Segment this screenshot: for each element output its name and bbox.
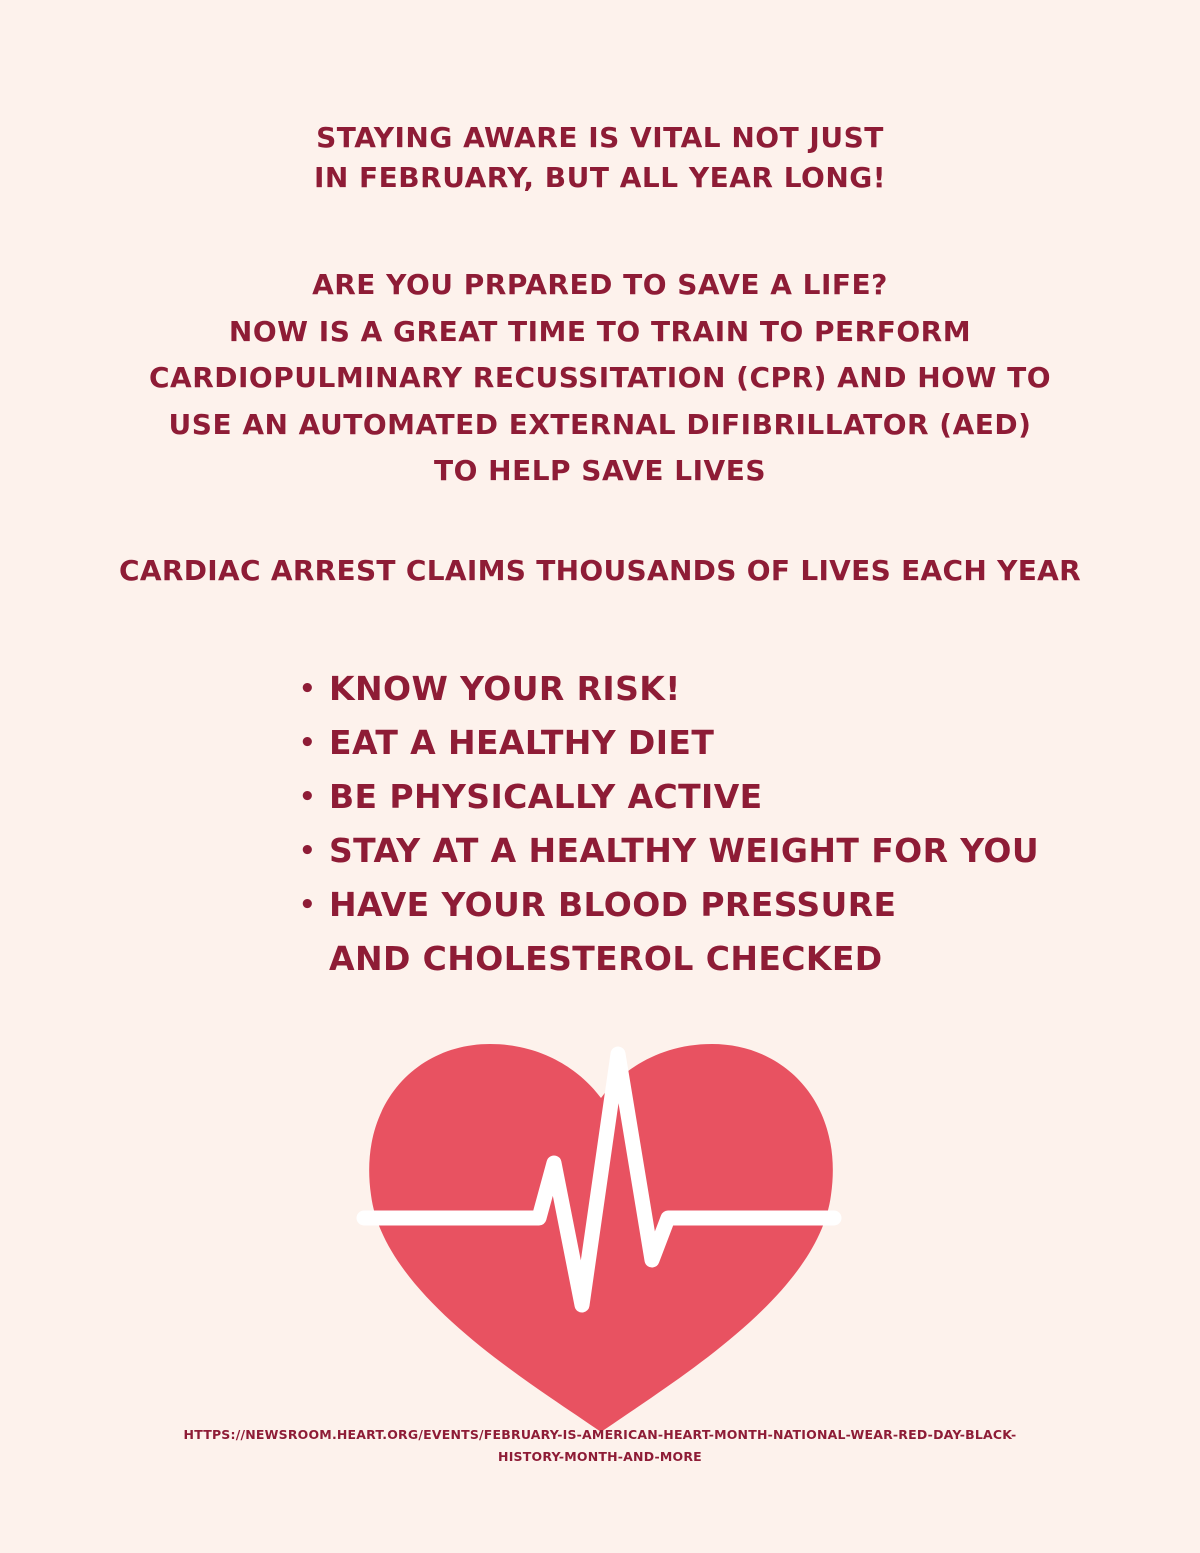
cpr-paragraph: [0, 262, 1200, 495]
cardiac-arrest-statement: [0, 548, 1200, 594]
awareness-heading: [0, 118, 1200, 198]
source-line-2: HISTORY-MONTH-AND-MORE: [498, 1449, 702, 1464]
tip-list-item: [296, 662, 1039, 716]
bullet-icon: •: [299, 836, 317, 866]
tip-list-item: [296, 824, 1039, 878]
heart-health-tips-list: [296, 662, 1039, 986]
awareness-line-1: STAYING AWARE IS VITAL NOT JUST: [316, 121, 884, 154]
heart-shape: [369, 1044, 833, 1432]
bullet-icon: •: [299, 890, 317, 920]
tip-text: BE PHYSICALLY ACTIVE: [329, 777, 763, 816]
tip-list-item: [296, 716, 1039, 770]
cardiac-arrest-text: CARDIAC ARREST CLAIMS THOUSANDS OF LIVES EACH YEAR: [119, 554, 1081, 587]
bullet-icon: •: [299, 782, 317, 812]
bullet-icon: •: [299, 728, 317, 758]
cpr-line-4: USE AN AUTOMATED EXTERNAL DIFIBRILLATOR (AED): [168, 407, 1032, 441]
tip-list-item: [296, 878, 1039, 986]
awareness-line-2: IN FEBRUARY, BUT ALL YEAR LONG!: [313, 161, 887, 194]
tip-text: HAVE YOUR BLOOD PRESSURE: [329, 885, 897, 924]
bullet-icon: •: [299, 674, 317, 704]
heart-pulse-icon: [356, 1030, 846, 1440]
tip-text: STAY AT A HEALTHY WEIGHT FOR YOU: [329, 831, 1040, 870]
tip-list-item: [296, 770, 1039, 824]
tip-text: KNOW YOUR RISK!: [329, 669, 681, 708]
heart-pulse-svg: [356, 1030, 846, 1440]
source-citation: [0, 1424, 1200, 1468]
cpr-line-1: ARE YOU PRPARED TO SAVE A LIFE?: [312, 268, 888, 301]
cpr-line-3: CARDIOPULMINARY RECUSSITATION (CPR) AND HOW TO: [148, 361, 1051, 394]
tip-text: EAT A HEALTHY DIET: [329, 723, 715, 762]
tip-text-continued: AND CHOLESTEROL CHECKED: [329, 939, 883, 978]
cpr-line-2: NOW IS A GREAT TIME TO TRAIN TO PERFORM: [228, 314, 972, 348]
cpr-line-5: TO HELP SAVE LIVES: [433, 454, 767, 487]
source-line-1: HTTPS://NEWSROOM.HEART.ORG/EVENTS/FEBRUARY-IS-AMERICAN-HEART-MONTH-NATIONAL-WEAR-RED-DAY-BLACK-: [183, 1427, 1017, 1442]
